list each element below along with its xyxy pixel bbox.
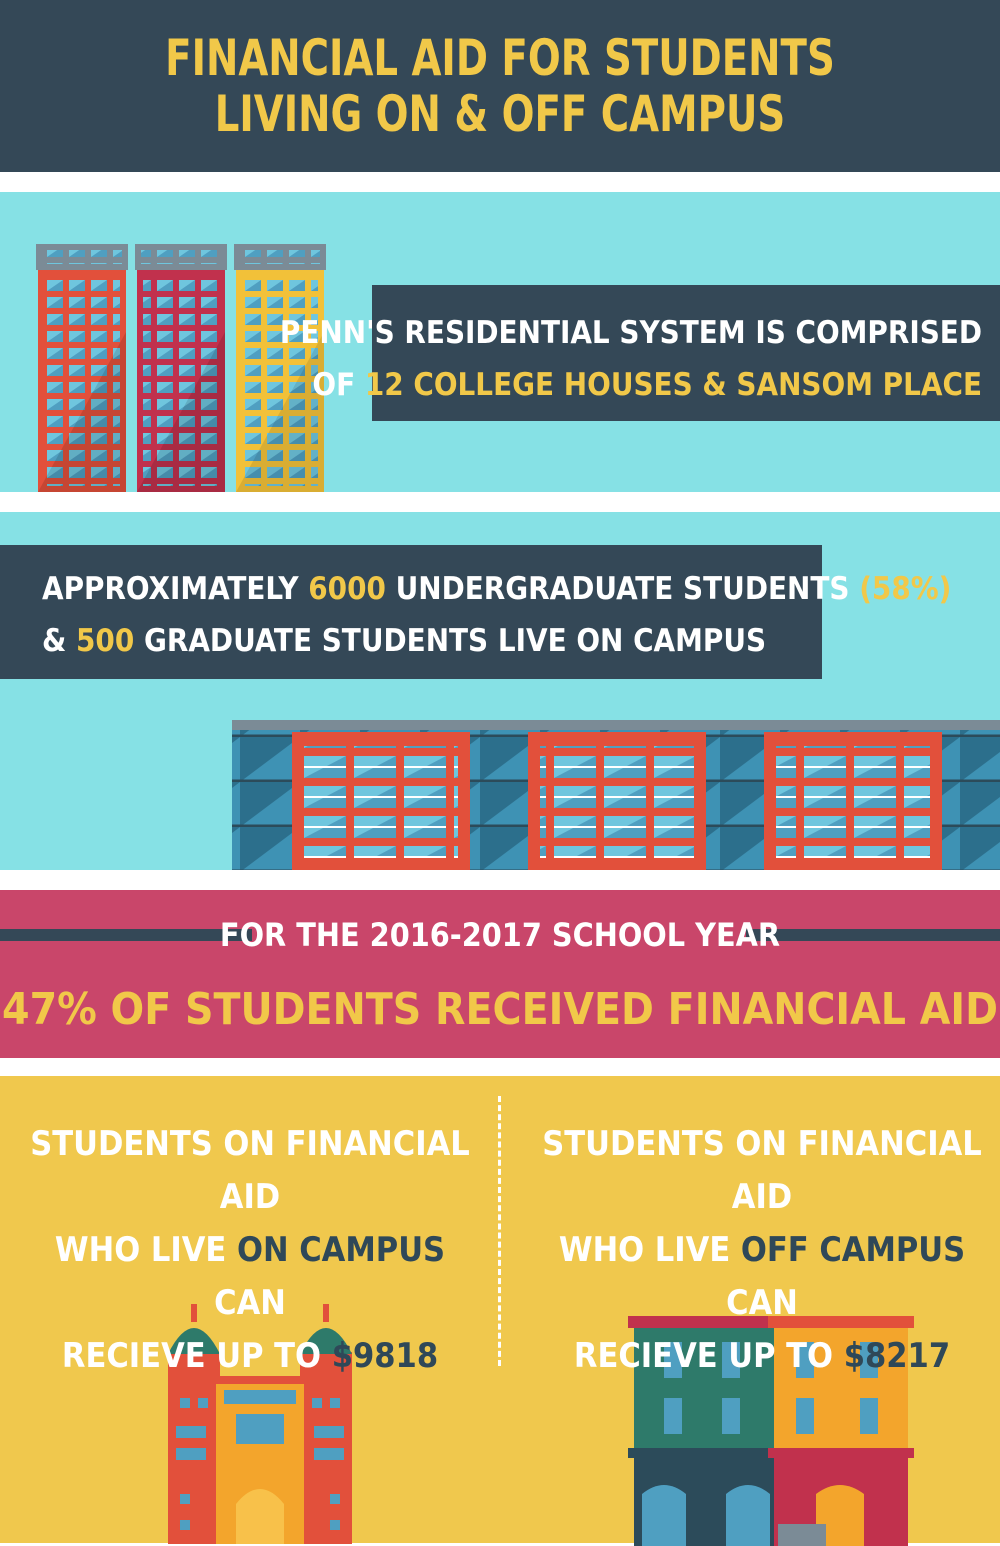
off-campus-text: WHO LIVE [558, 1230, 741, 1270]
title-line-2: LIVING ON & OFF CAMPUS [214, 85, 786, 143]
aid-percent-headline: 47% OF STUDENTS RECEIVED FINANCIAL AID [2, 984, 998, 1035]
title-line-1: FINANCIAL AID FOR STUDENTS [165, 29, 835, 87]
residential-line-2 [280, 359, 982, 411]
on-campus-aid-block [20, 1118, 480, 1383]
school-year-label: FOR THE 2016-2017 SCHOOL YEAR [219, 916, 781, 954]
off-campus-highlight: OFF CAMPUS [740, 1230, 966, 1270]
off-campus-aid-block [532, 1118, 992, 1383]
on-campus-text: RECIEVE UP TO [61, 1336, 332, 1376]
off-campus-text: CAN [726, 1283, 798, 1323]
off-campus-line-3 [532, 1330, 992, 1383]
off-campus-amount: $8217 [843, 1336, 951, 1376]
dashed-divider [498, 1096, 501, 1366]
college-houses-highlight: 12 COLLEGE HOUSES & SANSOM PLACE [364, 367, 982, 403]
population-text: GRADUATE STUDENTS LIVE ON CAMPUS [134, 623, 767, 659]
on-campus-line-3 [20, 1330, 480, 1383]
on-campus-amount: $9818 [331, 1336, 439, 1376]
off-campus-line-2 [532, 1224, 992, 1330]
on-campus-text: WHO LIVE [54, 1230, 237, 1270]
population-text: & [42, 623, 77, 659]
population-callout [0, 545, 952, 679]
residential-system-callout [279, 285, 1000, 421]
residential-line-1: PENN'S RESIDENTIAL SYSTEM IS COMPRISED [279, 315, 982, 351]
undergrad-count: 6000 [308, 571, 386, 607]
off-campus-line-1: STUDENTS ON FINANCIAL AID [542, 1124, 982, 1217]
residential-line-2-prefix: OF [312, 367, 365, 403]
population-line-1 [42, 563, 951, 615]
undergrad-percent: (58%) [859, 571, 952, 607]
header-banner [0, 0, 1000, 172]
on-campus-text: CAN [214, 1283, 286, 1323]
on-campus-line-1: STUDENTS ON FINANCIAL AID [30, 1124, 470, 1217]
grad-count: 500 [76, 623, 135, 659]
population-text: UNDERGRADUATE STUDENTS [385, 571, 860, 607]
population-line-2 [42, 615, 951, 667]
page-title [70, 30, 930, 142]
population-text: APPROXIMATELY [42, 571, 309, 607]
on-campus-line-2 [20, 1224, 480, 1330]
on-campus-highlight: ON CAMPUS [236, 1230, 446, 1270]
off-campus-text: RECIEVE UP TO [573, 1336, 844, 1376]
